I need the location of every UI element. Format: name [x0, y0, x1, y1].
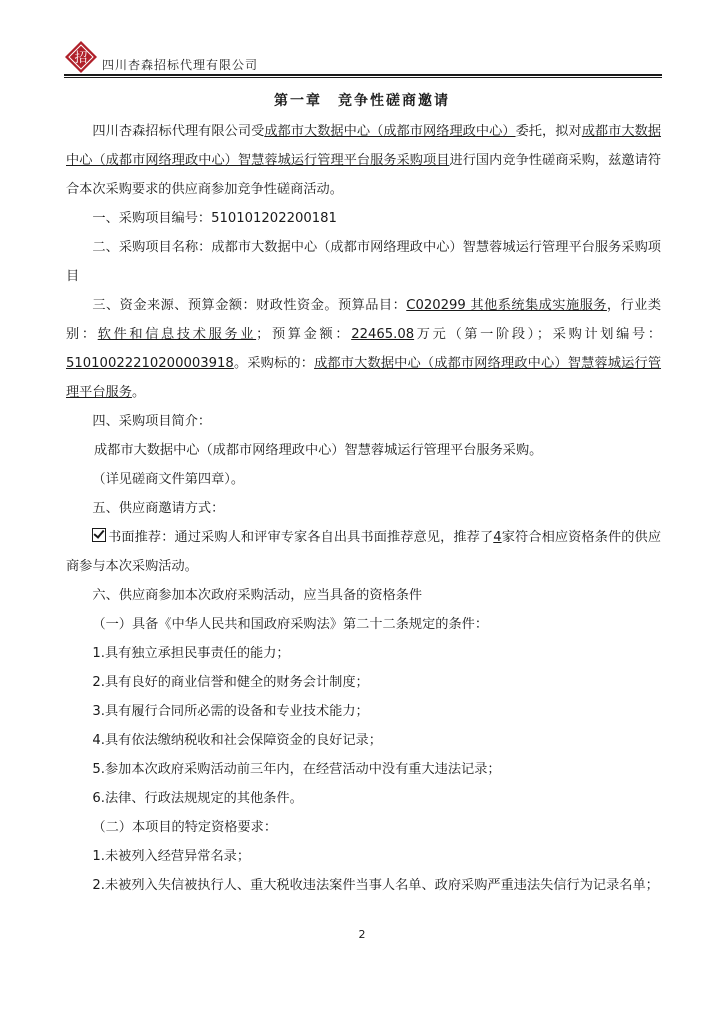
section-project-number: [66, 204, 661, 233]
project-number-label: 一、采购项目编号：: [92, 211, 212, 226]
budget-amount: 22465.08: [351, 327, 415, 342]
section-intro-line1: 成都市大数据中心（成都市网络理政中心）智慧蓉城运行管理平台服务采购。: [94, 443, 543, 458]
header-divider: [64, 74, 662, 76]
recommended-count: 4: [493, 530, 502, 545]
company-logo-icon: [64, 40, 98, 74]
funding-text-a: 三、资金来源、预算金额：财政性资金。预算品目：: [92, 298, 407, 313]
list-item: 2.具有良好的商业信誉和健全的财务会计制度；: [92, 675, 369, 690]
plan-number: 51010022210200003918: [66, 356, 234, 371]
section-intro-line2: （详见磋商文件第四章）。: [92, 472, 245, 487]
document-body: [66, 117, 661, 900]
list-item: 6.法律、行政法规规定的其他条件。: [92, 791, 303, 806]
checkbox-checked-icon: [92, 528, 106, 542]
page-number: 2: [358, 928, 366, 941]
chapter-title: 第一章 竞争性磋商邀请: [274, 93, 450, 109]
section-intro-head: 四、采购项目简介：: [92, 414, 212, 429]
list-item: 1.未被列入经营异常名录；: [92, 849, 251, 864]
intro-text-c: 委托，拟对: [515, 124, 582, 139]
section-invitation-body: [66, 523, 661, 581]
invitation-text-a: 书面推荐：通过采购人和评审专家各自出具书面推荐意见，推荐了: [108, 530, 494, 545]
qualification-sub1: （一）具备《中华人民共和国政府采购法》第二十二条规定的条件：: [92, 617, 489, 632]
section-project-name: 二、采购项目名称：成都市大数据中心（成都市网络理政中心）智慧蓉城运行管理平台服务采购项目: [66, 240, 661, 284]
list-item: 2.未被列入失信被执行人、重大税收违法案件当事人名单、政府采购严重违法失信行为记录名单；: [92, 878, 659, 893]
qualification-sub2: （二）本项目的特定资格要求：: [92, 820, 278, 835]
funding-text-e: ；预算金额：: [256, 327, 352, 342]
section-funding: [66, 291, 661, 407]
logo-text: 招: [74, 51, 88, 66]
intro-paragraph: [66, 117, 661, 204]
list-item: 1.具有独立承担民事责任的能力；: [92, 646, 290, 661]
project-number-value: 510101202200181: [211, 211, 337, 226]
industry-category: 软件和信息技术服务业: [97, 327, 257, 342]
project-name-link: 成都市大数据中心（成都市网络理政中心）智慧蓉城运行管理平台服务采购项目: [66, 124, 662, 168]
budget-item: C020299 其他系统集成实施服务: [406, 298, 607, 313]
funding-text-k: 。: [131, 385, 146, 400]
funding-text-g: 万元（第一阶段）；采购计划编号：: [414, 327, 662, 342]
funding-text-c: ，行业类别：: [66, 298, 662, 342]
funding-text-i: 。采购标的：: [233, 356, 315, 371]
intro-text-a: 四川杏森招标代理有限公司受: [92, 124, 265, 139]
list-item: 4.具有依法缴纳税收和社会保障资金的良好记录；: [92, 733, 382, 748]
invitation-text-b: 家符合相应资格条件的供应商参与本次采购活动。: [66, 530, 662, 574]
intro-text-e: 进行国内竞争性磋商采购，兹邀请符合本次采购要求的供应商参加竞争性磋商活动。: [66, 153, 662, 197]
section-invitation-head: 五、供应商邀请方式：: [92, 501, 225, 516]
company-name: 四川杏森招标代理有限公司: [102, 58, 259, 72]
section-qualification-head: 六、供应商参加本次政府采购活动，应当具备的资格条件: [92, 588, 423, 603]
list-item: 3.具有履行合同所必需的设备和专业技术能力；: [92, 704, 369, 719]
purchaser-name: 成都市大数据中心（成都市网络理政中心）: [264, 124, 516, 139]
list-item: 5.参加本次政府采购活动前三年内，在经营活动中没有重大违法记录；: [92, 762, 501, 777]
page-header: [64, 40, 662, 78]
procurement-target: 成都市大数据中心（成都市网络理政中心）智慧蓉城运行管理平台服务: [66, 356, 662, 400]
header-divider-thin: [64, 77, 662, 78]
